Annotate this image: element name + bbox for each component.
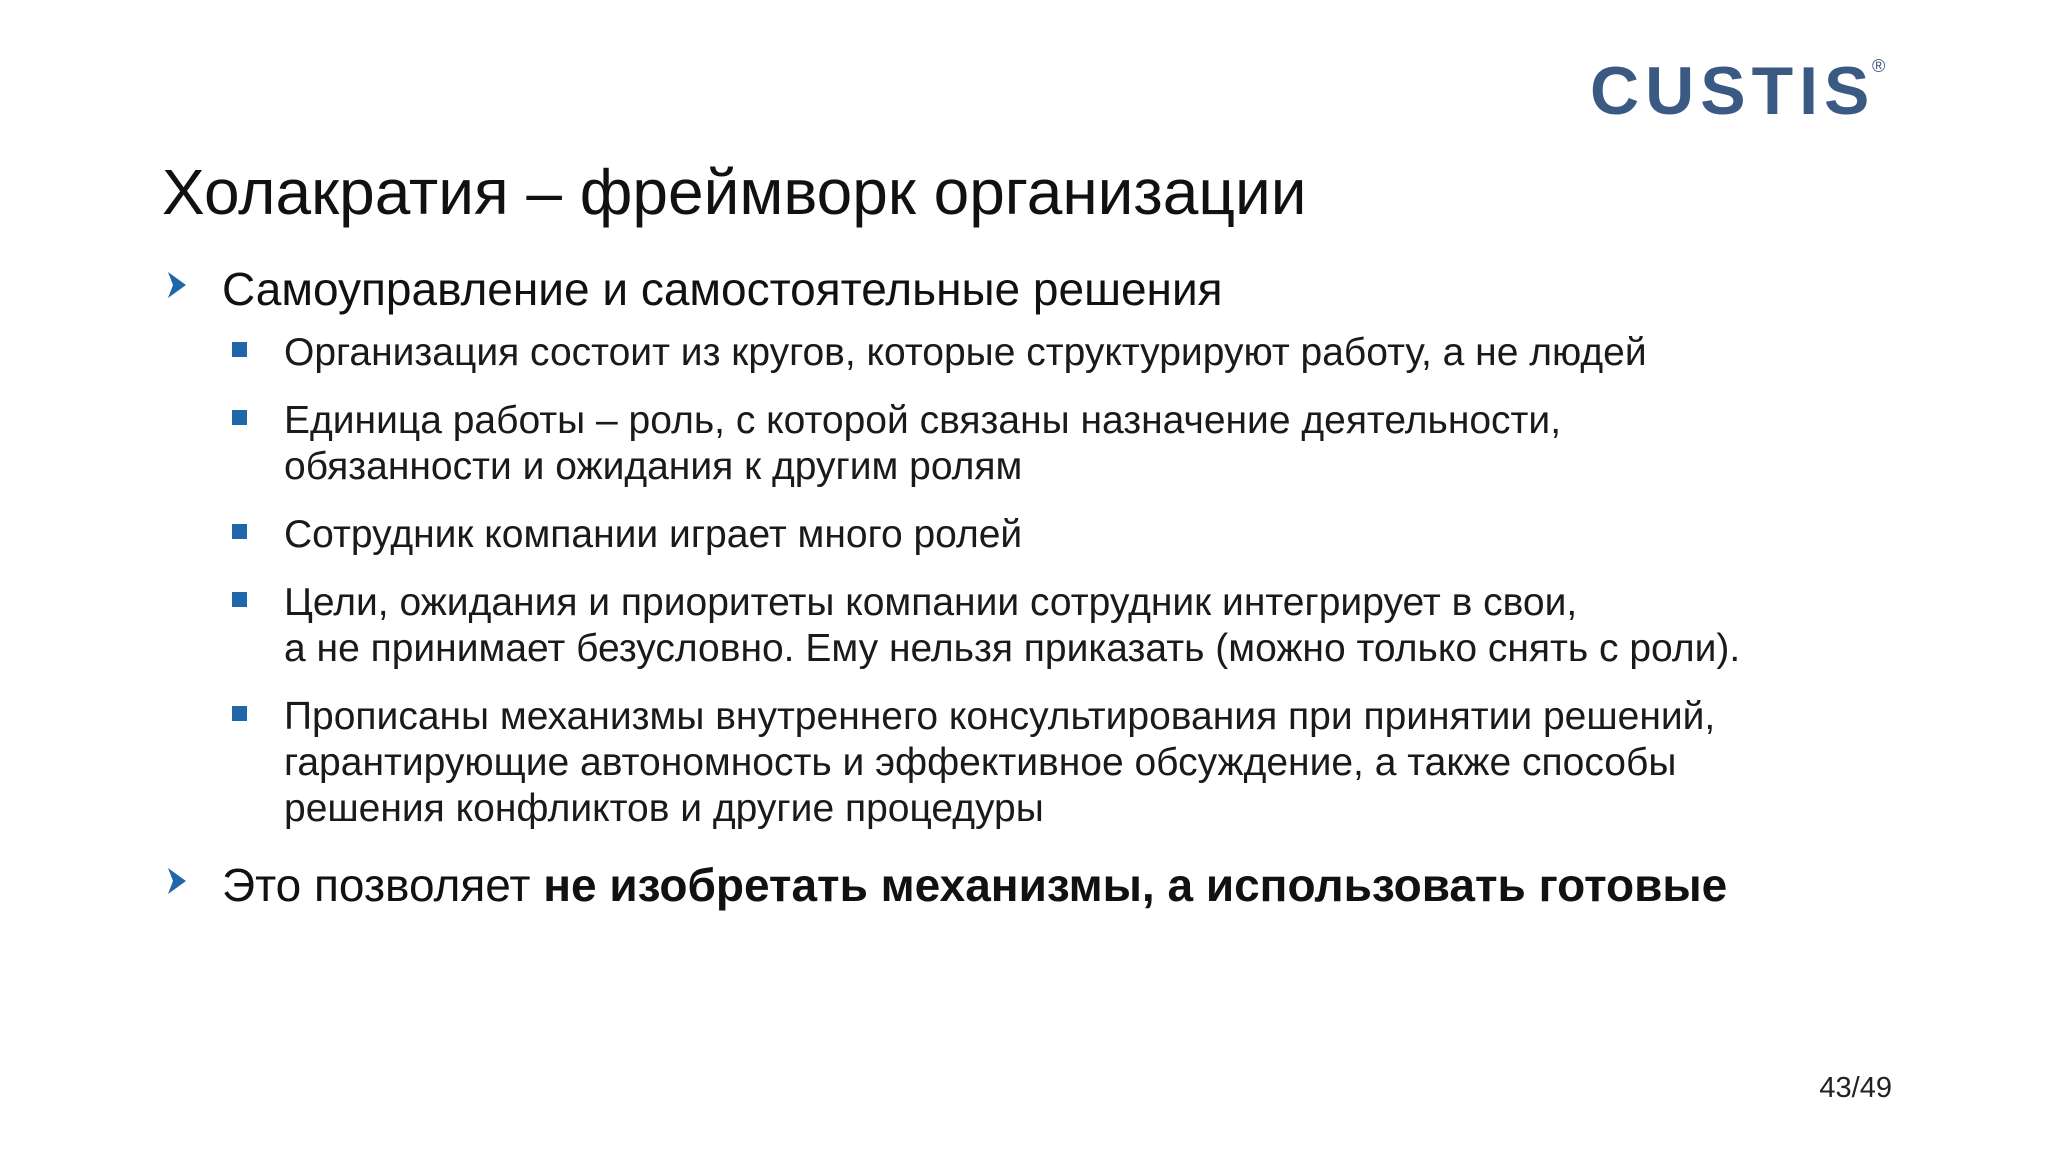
square-bullet-icon [232, 592, 247, 607]
sub-bullet-line: Сотрудник компании играет много ролей [284, 513, 1023, 556]
bullet-level1 [162, 258, 1922, 320]
sub-bullet-line: Единица работы – роль, с которой связаны назначение деятельности, [284, 399, 1562, 442]
sub-bullet [162, 330, 1922, 376]
sub-bullet-list [162, 330, 1922, 832]
bullet-level1 [162, 854, 1922, 916]
sub-bullet-line: обязанности и ожидания к другим ролям [284, 445, 1023, 488]
logo-text: CUSTIS [1590, 53, 1876, 128]
square-bullet-icon [232, 342, 247, 357]
sub-bullet-line: Цели, ожидания и приоритеты компании сотрудник интегрирует в свои, [284, 581, 1578, 624]
sub-bullet-line: а не принимает безусловно. Ему нельзя приказать (можно только снять с роли). [284, 627, 1741, 670]
sub-bullet [162, 512, 1922, 558]
sub-bullet-line: Организация состоит из кругов, которые структурируют работу, а не людей [284, 331, 1647, 374]
arrow-bullet-icon [166, 270, 188, 300]
square-bullet-icon [232, 524, 247, 539]
sub-bullet-line: Прописаны механизмы внутреннего консультирования при принятии решений, [284, 695, 1716, 738]
logo-registered-mark: ® [1872, 56, 1886, 76]
sub-bullet-line: гарантирующие автономность и эффективное обсуждение, а также способы [284, 741, 1677, 784]
sub-bullet [162, 580, 1922, 672]
square-bullet-icon [232, 706, 247, 721]
bullet-text: Самоуправление и самостоятельные решения [222, 263, 1223, 315]
square-bullet-icon [232, 410, 247, 425]
slide-content [162, 258, 1922, 916]
sub-bullet [162, 694, 1922, 832]
slide-title: Холакратия – фреймворк организации [162, 156, 1307, 228]
custis-logo [1590, 48, 1890, 128]
bullet-text-bold: не изобретать механизмы, а использовать готовые [543, 859, 1728, 911]
sub-bullet [162, 398, 1922, 490]
sub-bullet-line: решения конфликтов и другие процедуры [284, 787, 1044, 830]
arrow-bullet-icon [166, 866, 188, 896]
bullet-text-normal: Это позволяет [222, 859, 544, 911]
page-number: 43/49 [1819, 1072, 1892, 1104]
